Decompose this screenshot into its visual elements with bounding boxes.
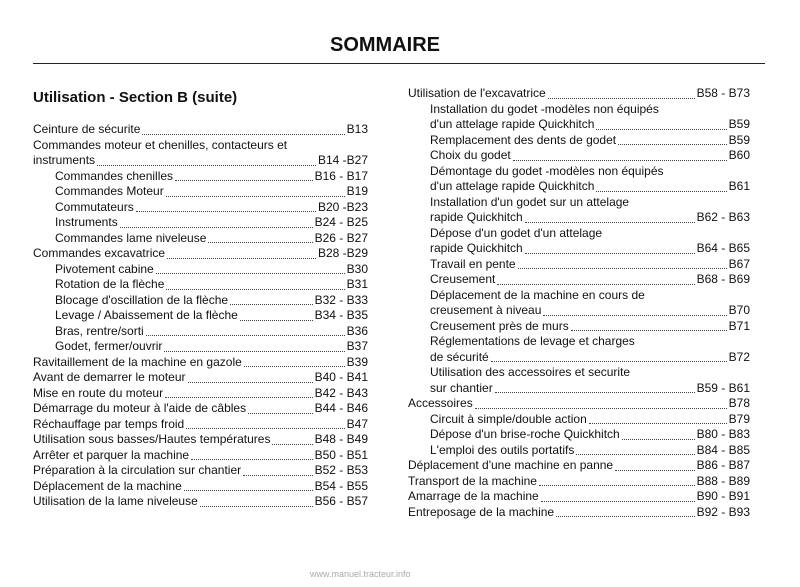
toc-page-ref: B13 — [346, 122, 368, 136]
toc-leader-dots — [596, 129, 726, 130]
toc-leader-dots — [556, 516, 695, 517]
toc-page-ref: B60 — [728, 148, 750, 162]
toc-entry[interactable] — [408, 505, 750, 521]
toc-entry[interactable] — [408, 257, 750, 273]
toc-entry[interactable] — [408, 272, 750, 288]
toc-entry-text: Levage / Abaissement de la flèche — [55, 308, 238, 322]
toc-entry[interactable] — [33, 277, 368, 293]
toc-page-ref: B62 - B63 — [696, 210, 750, 224]
toc-entry[interactable] — [408, 164, 750, 195]
toc-entry-text: Commandes moteur et chenilles, contacteurs et — [33, 137, 288, 152]
toc-page-ref: B84 - B85 — [696, 442, 750, 457]
toc-entry-text: Installation d'un godet sur un attelage — [430, 194, 630, 209]
toc-entry[interactable] — [408, 319, 750, 335]
toc-page-ref: B88 - B89 — [696, 473, 750, 488]
toc-entry-text: Ceinture de sécurite — [33, 122, 141, 136]
toc-entry-text: Réchauffage par temps froid — [33, 416, 185, 431]
toc-page-ref: B68 - B69 — [696, 272, 750, 286]
toc-entry[interactable] — [408, 288, 750, 319]
toc-entry[interactable] — [408, 396, 750, 412]
toc-entry-text: creusement à niveau — [430, 303, 542, 317]
toc-page-ref: B52 - B53 — [314, 463, 368, 477]
toc-page-ref: B67 — [728, 256, 750, 271]
toc-entry-text: Commandes excavatrice — [33, 246, 166, 260]
toc-leader-dots — [208, 242, 312, 243]
toc-entry-text: Déplacement d'une machine en panne — [408, 458, 614, 472]
toc-entry[interactable] — [33, 479, 368, 495]
toc-entry-text: Utilisation sous basses/Hautes températures — [33, 432, 271, 446]
toc-leader-dots — [184, 490, 313, 491]
toc-entry-text: Démarrage du moteur à l'aide de câbles — [33, 401, 247, 415]
toc-entry-text: Commutateurs — [55, 199, 134, 214]
toc-entry-text: Utilisation de la lame niveleuse — [33, 494, 198, 508]
toc-leader-dots — [513, 160, 727, 161]
toc-leader-dots — [164, 351, 344, 352]
toc-entry[interactable] — [33, 370, 368, 386]
toc-entry[interactable] — [408, 489, 750, 505]
toc-entry[interactable] — [33, 448, 368, 464]
toc-entry-text: Pivotement cabine — [55, 261, 154, 276]
toc-entry-text: Déplacement de la machine en cours de — [430, 287, 645, 302]
toc-entry[interactable] — [33, 417, 368, 433]
toc-right-column — [408, 86, 750, 520]
toc-leader-dots — [230, 304, 313, 305]
toc-left-column — [33, 122, 368, 510]
toc-leader-dots — [491, 361, 727, 362]
toc-entry[interactable] — [408, 334, 750, 365]
toc-entry-text: Rotation de la flèche — [55, 277, 165, 291]
toc-entry-text: Dépose d'un brise-roche Quickhitch — [430, 427, 620, 441]
toc-page-ref: B86 - B87 — [696, 458, 750, 472]
toc-entry-text: Installation du godet -modèles non équipés — [430, 101, 659, 116]
toc-entry-text: rapide Quickhitch — [430, 241, 523, 255]
toc-page-ref: B71 — [728, 318, 750, 333]
toc-page-ref: B70 — [728, 303, 750, 317]
toc-page-ref: B30 — [346, 261, 368, 276]
toc-entry-text: Préparation à la circulation sur chantier — [33, 463, 242, 477]
toc-leader-dots — [165, 397, 313, 398]
toc-leader-dots — [97, 165, 316, 166]
toc-entry-text: Travail en pente — [430, 256, 516, 271]
toc-entry[interactable] — [33, 324, 368, 340]
toc-page-ref: B32 - B33 — [314, 292, 368, 307]
toc-leader-dots — [156, 273, 345, 274]
toc-entry-text: Commandes lame niveleuse — [55, 230, 207, 245]
toc-entry[interactable] — [408, 412, 750, 428]
toc-page-ref: B44 - B46 — [314, 401, 368, 415]
toc-leader-dots — [243, 475, 313, 476]
toc-leader-dots — [541, 501, 695, 502]
toc-entry-text: rapide Quickhitch — [430, 210, 523, 224]
toc-entry-text: d'un attelage rapide Quickhitch — [430, 179, 595, 193]
toc-entry[interactable] — [33, 138, 368, 169]
toc-entry-text: Creusement près de murs — [430, 318, 569, 333]
toc-entry-text: Transport de la machine — [408, 473, 537, 488]
toc-leader-dots — [622, 439, 695, 440]
toc-leader-dots — [576, 454, 694, 455]
toc-entry[interactable] — [408, 148, 750, 164]
toc-entry[interactable] — [408, 86, 750, 102]
toc-page-ref: B92 - B93 — [696, 504, 750, 519]
toc-page-ref: B48 - B49 — [314, 432, 368, 446]
toc-page-ref: B14 -B27 — [317, 153, 368, 167]
toc-entry-text: Démontage du godet -modèles non équipés — [430, 163, 664, 178]
toc-leader-dots — [589, 423, 727, 424]
toc-entry-text: Circuit à simple/double action — [430, 411, 587, 426]
toc-entry[interactable] — [33, 339, 368, 355]
toc-entry[interactable] — [408, 195, 750, 226]
toc-entry[interactable] — [408, 458, 750, 474]
toc-entry[interactable] — [33, 184, 368, 200]
toc-entry[interactable] — [33, 355, 368, 371]
toc-page-ref: B56 - B57 — [314, 494, 368, 508]
toc-entry-text: de sécurité — [430, 349, 489, 364]
toc-page-ref: B80 - B83 — [696, 427, 750, 441]
toc-entry[interactable] — [408, 427, 750, 443]
toc-entry[interactable] — [33, 432, 368, 448]
toc-leader-dots — [240, 320, 313, 321]
toc-entry-text: Commandes chenilles — [55, 168, 174, 183]
toc-page-ref: B34 - B35 — [314, 308, 368, 322]
toc-leader-dots — [539, 485, 695, 486]
toc-page-ref: B26 - B27 — [314, 230, 368, 245]
toc-leader-dots — [188, 382, 313, 383]
toc-entry-text: instruments — [33, 153, 96, 167]
toc-leader-dots — [495, 392, 695, 393]
toc-leader-dots — [167, 258, 316, 259]
toc-page-ref: B40 - B41 — [314, 370, 368, 384]
toc-leader-dots — [166, 289, 344, 290]
toc-page-ref: B59 - B61 — [696, 380, 750, 395]
toc-entry-text: Utilisation de l'excavatrice — [408, 86, 546, 100]
toc-entry-text: Godet, fermer/ouvrir — [55, 339, 163, 353]
toc-leader-dots — [146, 335, 345, 336]
footer-watermark: www.manuel.tracteur.info — [310, 569, 411, 579]
toc-entry[interactable] — [33, 262, 368, 278]
toc-leader-dots — [244, 366, 345, 367]
toc-page-ref: B24 - B25 — [314, 215, 368, 229]
toc-page-ref: B78 — [728, 396, 750, 410]
title-divider — [33, 63, 765, 64]
toc-leader-dots — [166, 196, 345, 197]
toc-leader-dots — [142, 134, 344, 135]
toc-page-ref: B28 -B29 — [317, 246, 368, 260]
toc-entry-text: Avant de demarrer le moteur — [33, 370, 186, 384]
toc-page-ref: B61 — [728, 179, 750, 193]
toc-entry-text: Creusement — [430, 272, 496, 286]
toc-entry[interactable] — [408, 474, 750, 490]
toc-leader-dots — [272, 444, 312, 445]
toc-page-ref: B58 - B73 — [696, 86, 750, 100]
toc-page-ref: B37 — [346, 339, 368, 353]
toc-entry-text: L'emploi des outils portatifs — [430, 442, 575, 457]
toc-entry-text: Amarrage de la machine — [408, 489, 539, 503]
toc-page-ref: B50 - B51 — [314, 447, 368, 462]
toc-entry-text: Remplacement des dents de godet — [430, 132, 617, 147]
toc-entry[interactable] — [33, 308, 368, 324]
page-title: SOMMAIRE — [330, 34, 440, 56]
toc-entry[interactable] — [33, 122, 368, 138]
toc-entry-text: Mise en route du moteur — [33, 385, 164, 400]
toc-entry-text: Utilisation des accessoires et securite — [430, 365, 631, 379]
toc-entry[interactable] — [33, 463, 368, 479]
toc-page-ref: B16 - B17 — [314, 168, 368, 183]
toc-page-ref: B31 — [346, 277, 368, 291]
toc-leader-dots — [475, 408, 727, 409]
toc-entry-text: Arrêter et parquer la machine — [33, 447, 190, 462]
toc-leader-dots — [518, 268, 727, 269]
toc-entry-text: Réglementations de levage et charges — [430, 334, 635, 348]
toc-entry-text: d'un attelage rapide Quickhitch — [430, 117, 595, 131]
toc-entry[interactable] — [33, 231, 368, 247]
toc-page-ref: B42 - B43 — [314, 385, 368, 400]
section-title: Utilisation - Section B (suite) — [33, 89, 238, 106]
toc-page-ref: B59 — [728, 117, 750, 131]
toc-leader-dots — [200, 506, 313, 507]
toc-leader-dots — [186, 428, 344, 429]
toc-entry-text: Dépose d'un godet d'un attelage — [430, 225, 603, 240]
toc-leader-dots — [525, 253, 695, 254]
toc-leader-dots — [615, 470, 695, 471]
toc-entry-text: Choix du godet — [430, 148, 511, 162]
toc-entry-text: Ravitaillement de la machine en gazole — [33, 354, 242, 369]
toc-entry-text: Instruments — [55, 215, 118, 229]
toc-page-ref: B39 — [346, 354, 368, 369]
toc-entry[interactable] — [408, 133, 750, 149]
toc-entry-text: Commandes Moteur — [55, 184, 164, 198]
toc-page-ref: B64 - B65 — [696, 241, 750, 255]
toc-entry-text: Accessoires — [408, 396, 473, 410]
toc-entry[interactable] — [33, 215, 368, 231]
toc-page-ref: B36 — [346, 323, 368, 338]
toc-entry-text: Entreposage de la machine — [408, 504, 555, 519]
toc-leader-dots — [618, 144, 727, 145]
toc-entry[interactable] — [33, 293, 368, 309]
toc-page-ref: B90 - B91 — [696, 489, 750, 503]
toc-entry-text: Blocage d'oscillation de la flèche — [55, 292, 229, 307]
toc-entry[interactable] — [408, 443, 750, 459]
toc-entry[interactable] — [408, 226, 750, 257]
toc-entry[interactable] — [33, 386, 368, 402]
toc-page-ref: B47 — [346, 416, 368, 431]
toc-page-ref: B72 — [728, 349, 750, 364]
toc-leader-dots — [497, 284, 694, 285]
toc-page-ref: B54 - B55 — [314, 478, 368, 493]
toc-entry[interactable] — [408, 102, 750, 133]
toc-entry-text: Déplacement de la machine — [33, 478, 182, 493]
toc-leader-dots — [120, 227, 313, 228]
toc-leader-dots — [175, 180, 313, 181]
toc-leader-dots — [525, 222, 695, 223]
toc-entry[interactable] — [33, 246, 368, 262]
toc-page-ref: B20 -B23 — [317, 199, 368, 214]
toc-entry[interactable] — [33, 200, 368, 216]
toc-entry-text: Bras, rentre/sorti — [55, 323, 144, 338]
toc-entry[interactable] — [33, 401, 368, 417]
toc-entry[interactable] — [33, 494, 368, 510]
toc-leader-dots — [571, 330, 727, 331]
toc-leader-dots — [248, 413, 313, 414]
toc-page-ref: B59 — [728, 132, 750, 147]
toc-leader-dots — [596, 191, 726, 192]
toc-leader-dots — [191, 459, 313, 460]
toc-leader-dots — [136, 211, 316, 212]
toc-leader-dots — [543, 315, 726, 316]
toc-page-ref: B79 — [728, 411, 750, 426]
toc-entry[interactable] — [33, 169, 368, 185]
toc-page-ref: B19 — [346, 184, 368, 198]
toc-leader-dots — [548, 98, 695, 99]
toc-entry[interactable] — [408, 365, 750, 396]
toc-entry-text: sur chantier — [430, 380, 493, 395]
